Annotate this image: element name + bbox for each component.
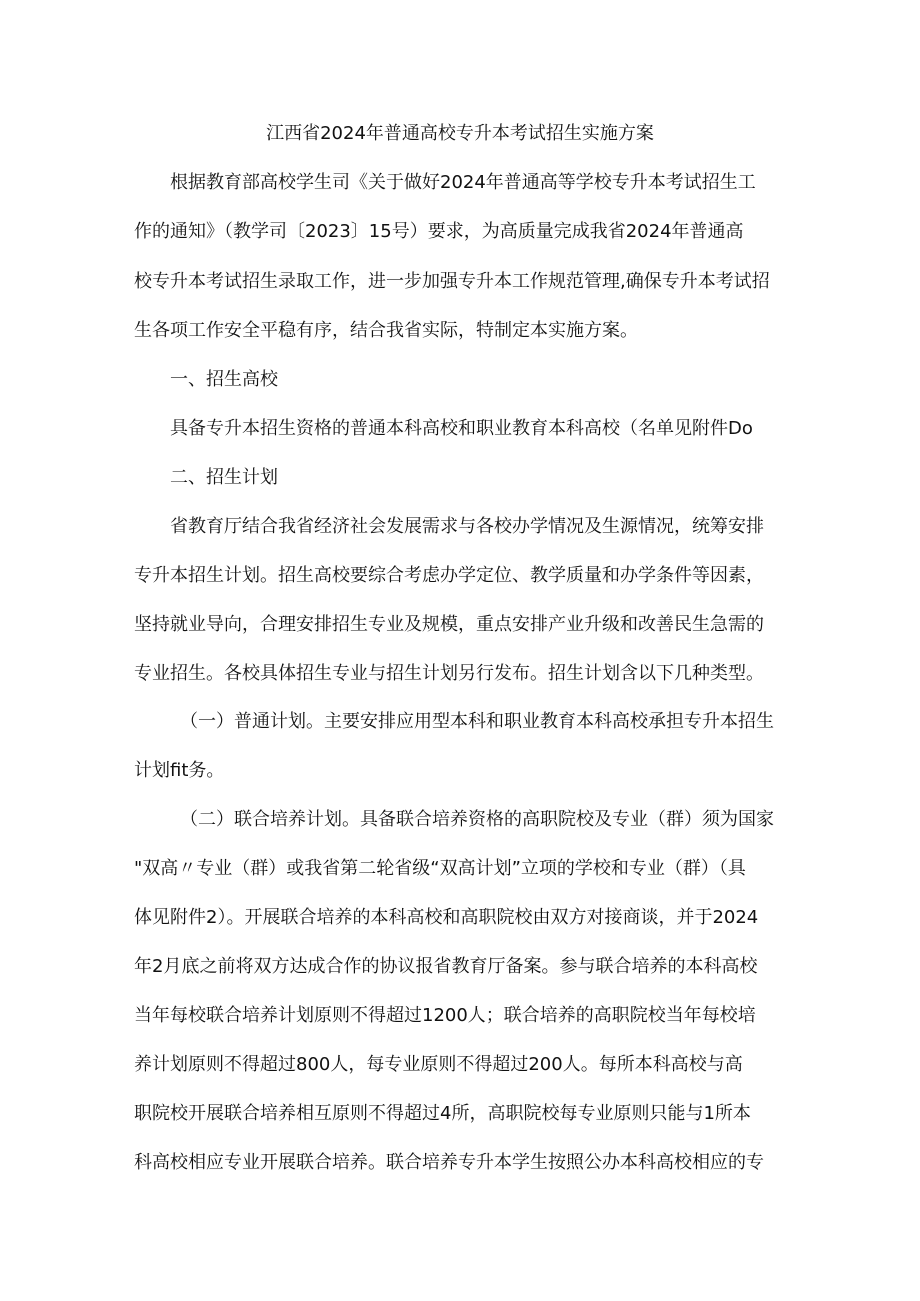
section-heading-1: 一、招生高校 <box>170 369 278 390</box>
paragraph-line-6: 省教育厅结合我省经济社会发展需求与各校办学情况及生源情况，统筹安排 <box>170 516 764 537</box>
paragraph-line-10: （一）普通计划。主要安排应用型本科和职业教育本科高校承担专升本招生 <box>180 711 774 732</box>
paragraph-line-16: 当年每校联合培养计划原则不得超过1200人；联合培养的高职院校当年每校培 <box>134 1005 756 1026</box>
paragraph-line-12: （二）联合培养计划。具备联合培养资格的高职院校及专业（群）须为国家 <box>180 809 774 830</box>
paragraph-line-9: 专业招生。各校具体招生专业与招生计划另行发布。招生计划含以下几种类型。 <box>134 663 764 684</box>
paragraph-line-11: 计划fit务。 <box>134 760 225 781</box>
section-heading-2: 二、招生计划 <box>170 467 278 488</box>
paragraph-line-18: 职院校开展联合培养相互原则不得超过4所，高职院校每专业原则只能与1所本 <box>134 1103 751 1124</box>
paragraph-line-19: 科高校相应专业开展联合培养。联合培养专升本学生按照公办本科高校相应的专 <box>134 1152 764 1173</box>
paragraph-line-3: 校专升本考试招生录取工作，进一步加强专升本工作规范管理,确保专升本考试招 <box>134 271 770 292</box>
paragraph-line-7: 专升本招生计划。招生高校要综合考虑办学定位、教学质量和办学条件等因素， <box>134 565 764 586</box>
paragraph-line-8: 坚持就业导向，合理安排招生专业及规模，重点安排产业升级和改善民生急需的 <box>134 614 764 635</box>
paragraph-line-14: 体见附件2）。开展联合培养的本科高校和高职院校由双方对接商谈，并于2024 <box>134 907 759 928</box>
paragraph-line-17: 养计划原则不得超过800人，每专业原则不得超过200人。每所本科高校与高 <box>134 1054 743 1075</box>
document-title: 江西省2024年普通高校专升本考试招生实施方案 <box>266 123 654 144</box>
paragraph-line-5: 具备专升本招生资格的普通本科高校和职业教育本科高校（名单见附件Do <box>170 418 753 439</box>
paragraph-line-2: 作的通知》（教学司〔2023〕15号）要求，为高质量完成我省2024年普通高 <box>134 221 744 242</box>
paragraph-line-1: 根据教育部高校学生司《关于做好2024年普通高等学校专升本考试招生工 <box>170 172 756 193</box>
paragraph-line-13: "双高〃专业（群）或我省第二轮省级“双高计划”立项的学校和专业（群）（具 <box>134 858 746 879</box>
paragraph-line-4: 生各项工作安全平稳有序，结合我省实际，特制定本实施方案。 <box>134 320 638 341</box>
paragraph-line-15: 年2月底之前将双方达成合作的协议报省教育厅备案。参与联合培养的本科高校 <box>134 956 758 977</box>
